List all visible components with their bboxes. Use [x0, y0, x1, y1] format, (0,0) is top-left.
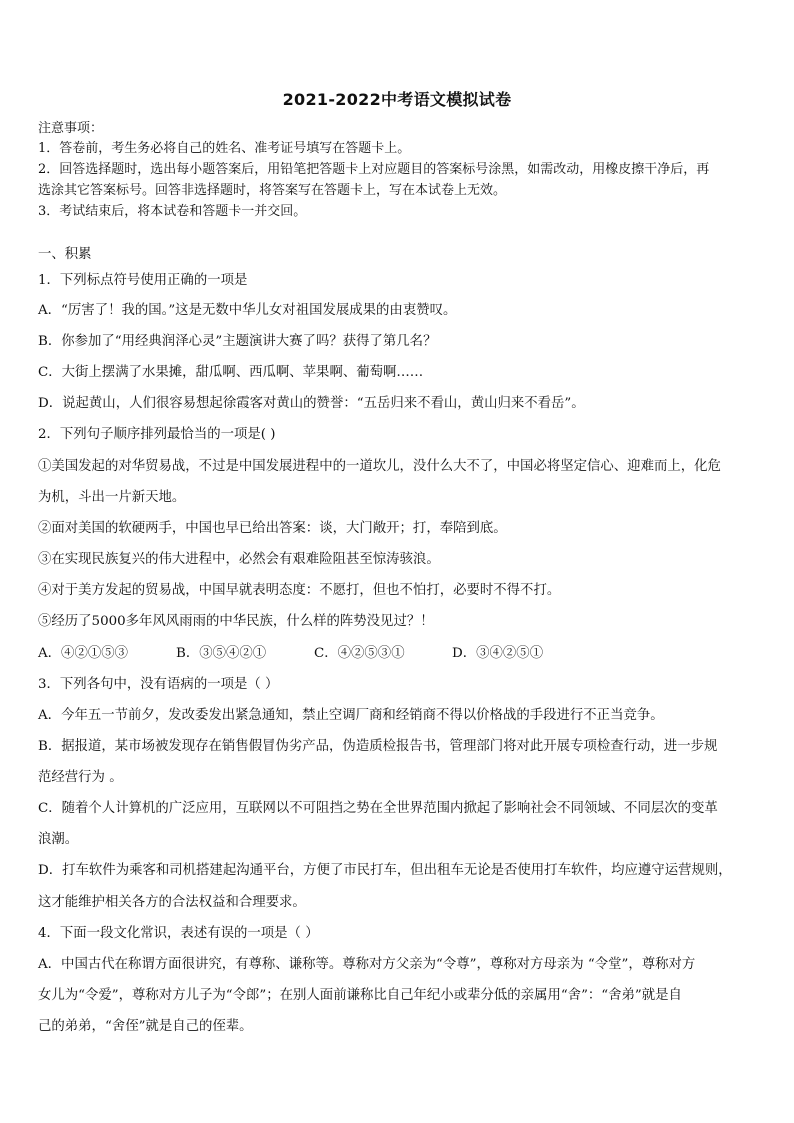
question-3-option-a: A．今年五一节前夕，发改委发出紧急通知，禁止空调厂商和经销商不得以价格战的手段进行不正当竞争。: [38, 708, 664, 723]
question-2-sentence-1-cont: 为机，斗出一片新天地。: [38, 490, 186, 505]
question-2-option-c: C．④②⑤③①: [314, 646, 405, 661]
question-3-option-d: D．打车软件为乘客和司机搭建起沟通平台，方便了市民打车，但出租车无论是否使用打车软件，均应遵守运营规则，: [38, 863, 732, 878]
question-4-option-a-cont: 己的弟弟，“舍侄”就是自己的侄辈。: [38, 1019, 253, 1034]
question-2-option-d: D．③④②⑤①: [452, 646, 544, 661]
question-1-option-c: C．大街上摆满了水果摊，甜瓜啊、西瓜啊、苹果啊、葡萄啊……: [38, 365, 424, 380]
notice-item: 1．答卷前，考生务必将自己的姓名、准考证号填写在答题卡上。: [38, 141, 411, 156]
question-2-options: [38, 645, 543, 663]
notice-item: 选涂其它答案标号。回答非选择题时，将答案写在答题卡上，写在本试卷上无效。: [38, 183, 507, 198]
question-2-sentence-4: ④对于美方发起的贸易战，中国早就表明态度：不愿打，但也不怕打，必要时不得不打。: [38, 583, 561, 598]
question-2-stem: 2．下列句子顺序排列最恰当的一项是( ): [38, 427, 276, 442]
question-3-option-c: C．随着个人计算机的广泛应用，互联网以不可阻挡之势在全世界范围内掀起了影响社会不同领域、不同层次的变革: [38, 801, 718, 816]
notice-item: 2．回答选择题时，选出每小题答案后，用铅笔把答题卡上对应题目的答案标号涂黑，如需改动，用橡皮擦干净后，再: [38, 162, 710, 177]
question-2-sentence-3: ③在实现民族复兴的伟大进程中，必然会有艰难险阻甚至惊涛骇浪。: [38, 552, 440, 567]
question-1-option-b: B．你参加了“用经典润泽心灵”主题演讲大赛了吗？获得了第几名？: [38, 334, 437, 349]
question-1-option-d: D．说起黄山，人们很容易想起徐霞客对黄山的赞誉：“五岳归来不看山，黄山归来不看岳”。: [38, 396, 585, 411]
question-4-option-a: A．中国古代在称谓方面很讲究，有尊称、谦称等。尊称对方父亲为“令尊”，尊称对方母亲为 “令堂”，尊称对方: [38, 957, 696, 972]
page-title: 2021-2022中考语文模拟试卷: [282, 90, 512, 109]
question-3-option-c-cont: 浪潮。: [38, 832, 79, 847]
question-4-stem: 4．下面一段文化常识，表述有误的一项是（ ）: [38, 926, 319, 941]
question-2-sentence-5: ⑤经历了5000多年风风雨雨的中华民族，什么样的阵势没见过？！: [38, 614, 434, 629]
question-4-option-a-cont: 女儿为“令爱”，尊称对方儿子为“令郎”；在别人面前谦称比自己年纪小或辈分低的亲属用“舍”：“舍弟”就是自: [38, 988, 682, 1003]
question-3-stem: 3．下列各句中，没有语病的一项是（ ）: [38, 677, 279, 692]
question-3-option-b-cont: 范经营行为 。: [38, 770, 123, 785]
question-3-option-b: B．据报道，某市场被发现存在销售假冒伪劣产品，伪造质检报告书，管理部门将对此开展专项检查行动，进一步规: [38, 739, 718, 754]
notice-heading: 注意事项：: [38, 121, 104, 136]
section-heading: 一、积累: [38, 247, 92, 262]
question-1-stem: 1．下列标点符号使用正确的一项是: [38, 273, 248, 288]
notice-item: 3．考试结束后，将本试卷和答题卡一并交回。: [38, 204, 307, 219]
question-2-option-b: B．③⑤④②①: [176, 646, 267, 661]
question-2-option-a: A．④②①⑤③: [38, 646, 129, 661]
question-1-option-a: A．“厉害了！我的国。”这是无数中华儿女对祖国发展成果的由衷赞叹。: [38, 303, 457, 318]
question-2-sentence-2: ②面对美国的软硬两手，中国也早已给出答案：谈，大门敞开；打，奉陪到底。: [38, 521, 507, 536]
question-3-option-d-cont: 这才能维护相关各方的合法权益和合理要求。: [38, 895, 306, 910]
question-2-sentence-1: ①美国发起的对华贸易战，不过是中国发展进程中的一道坎儿，没什么大不了，中国必将坚定信心、迎难而上，化危: [38, 459, 721, 474]
